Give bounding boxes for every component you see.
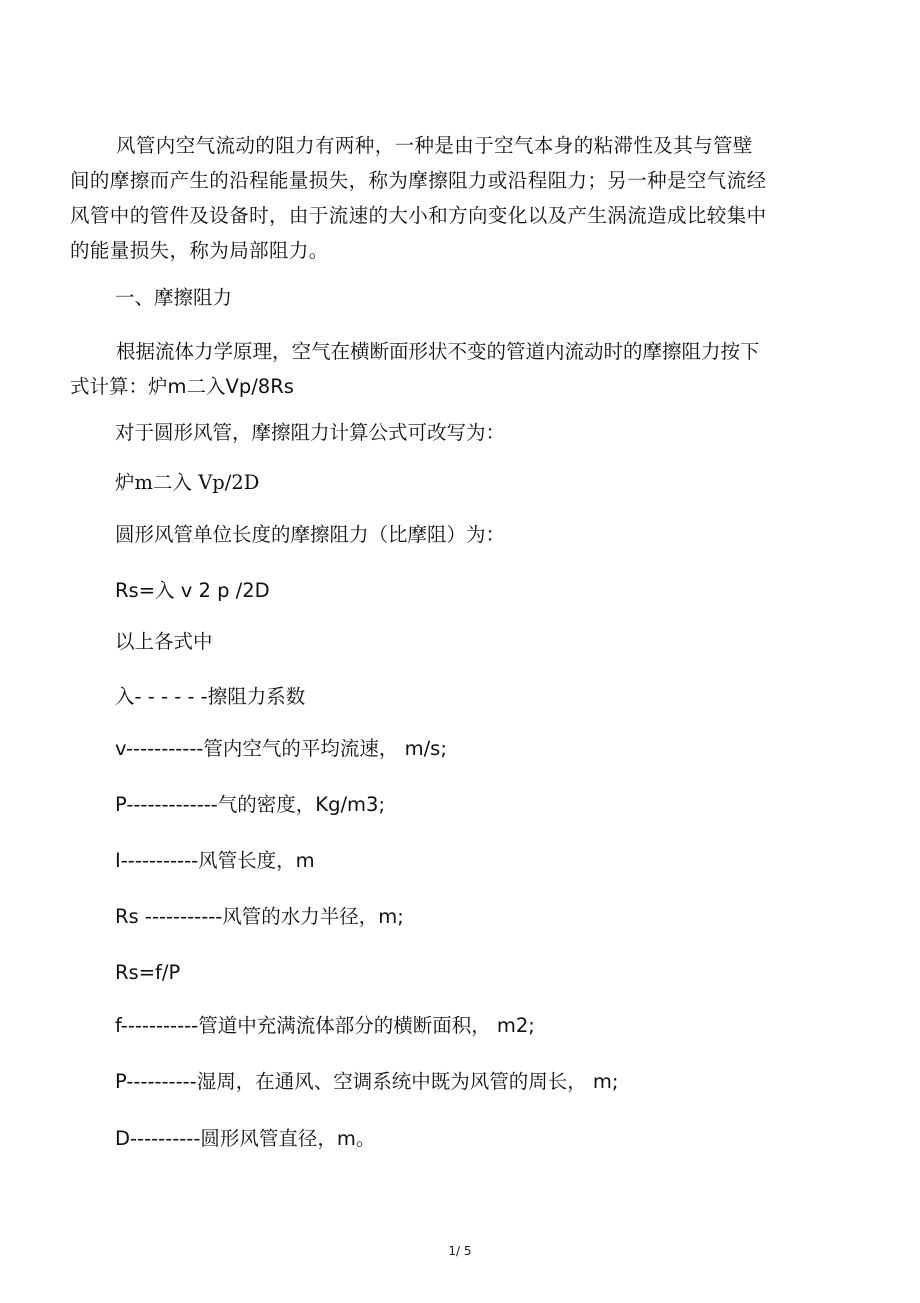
definition-item: Rs -----------风管的水力半径，m; — [115, 905, 404, 928]
where-label: 以上各式中 — [115, 630, 213, 653]
round-duct-formula: 炉m二入 Vp/2D — [115, 471, 260, 494]
definition-item: D----------圆形风管直径，m。 — [115, 1127, 376, 1150]
hydraulic-radius-formula: Rs=f/P — [115, 961, 181, 984]
unit-length-formula: Rs=入 v 2 p /2D — [115, 579, 270, 602]
definition-item: P----------湿周，在通风、空调系统中既为风管的周长， m; — [115, 1070, 619, 1093]
definition-item: v-----------管内空气的平均流速， m/s; — [115, 737, 447, 760]
unit-length-intro: 圆形风管单位长度的摩擦阻力（比摩阻）为： — [115, 523, 506, 546]
section-heading: 一、摩擦阻力 — [115, 286, 233, 309]
definition-item: P-------------气的密度，Kg/m3; — [115, 793, 386, 816]
round-duct-intro: 对于圆形风管，摩擦阻力计算公式可改写为： — [115, 421, 506, 444]
definition-item: I-----------风管长度，m — [115, 849, 315, 872]
definition-item: 入- - - - - -擦阻力系数 — [115, 685, 306, 708]
page-number: 1/ 5 — [448, 1244, 472, 1258]
intro-paragraph: 风管内空气流动的阻力有两种，一种是由于空气本身的粘滞性及其与管壁间的摩擦而产生的沿程能量损失，称为摩擦阻力或沿程阻力；另一种是空气流经风管中的管件及设备时，由于流速的大小和方向变化以及产生涡流造成比较集中的能量损失，称为局部阻力。 — [70, 134, 767, 262]
definition-item: f-----------管道中充满流体部分的横断面积， m2; — [115, 1014, 535, 1037]
principle-paragraph: 根据流体力学原理，空气在横断面形状不变的管道内流动时的摩擦阻力按下式计算：炉m二入Vp/8Rs — [70, 340, 760, 398]
